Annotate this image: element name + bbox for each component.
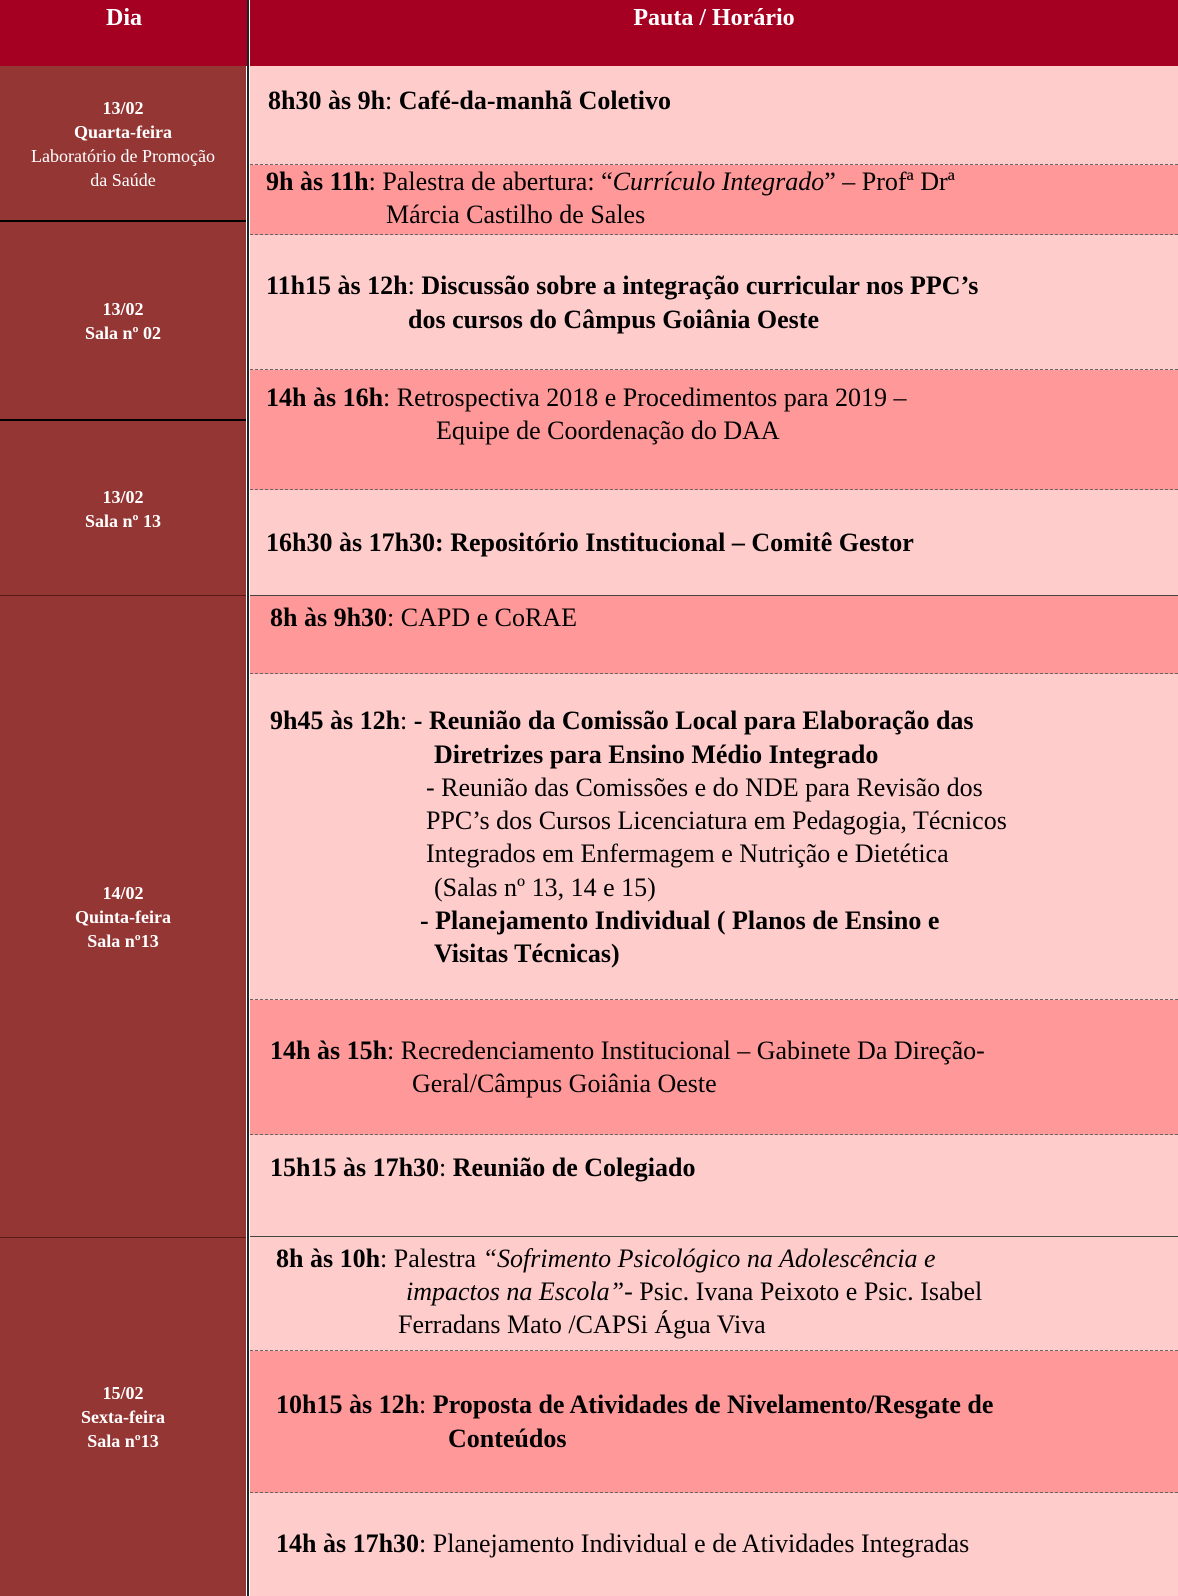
agenda-title: Repositório Institucional – Comitê Gestor xyxy=(450,528,914,557)
day-weekday: Quarta-feira xyxy=(74,121,172,142)
agenda-text: Palestra de abertura: “ xyxy=(382,167,613,196)
agenda-row: 14h às 17h30: Planejamento Individual e de Atividades Integradas xyxy=(250,1493,1178,1596)
agenda-time: 14h às 16h xyxy=(266,383,384,412)
day-date: 15/02 xyxy=(102,1383,144,1403)
agenda-text: Recredenciamento Institucional – Gabinete Da Direção- xyxy=(400,1036,985,1065)
day-date: 13/02 xyxy=(102,486,144,507)
agenda-text: Retrospectiva 2018 e Procedimentos para 2019 – xyxy=(396,383,907,412)
agenda-text: Integrados em Enfermagem e Nutrição e Dietética xyxy=(426,839,949,868)
agenda-title: Currículo Integrado xyxy=(612,167,825,196)
day-room: Sala nº13 xyxy=(87,1431,159,1451)
agenda-row: 11h15 às 12h: Discussão sobre a integração curricular nos PPC’s dos cursos do Câmpus Goiânia Oeste xyxy=(250,235,1178,370)
agenda-row: 9h45 às 12h: - Reunião da Comissão Local para Elaboração das Diretrizes para Ensino Médio Integrado - Reunião das Comissões e do NDE para Revisão dos PPC’s dos Cursos Licenciatura em Pedagogia, Técnicos Integrados em Enfermagem e Nutrição e Dietética (Salas nº 13, 14 e 15) - Planejamento Individual ( Planos de Ensino e Visitas Técnicas) xyxy=(250,674,1178,1000)
agenda-text: Equipe de Coordenação do DAA xyxy=(436,416,780,445)
day-room: Sala nº 13 xyxy=(85,510,161,531)
day-weekday: Quinta-feira xyxy=(75,906,171,927)
agenda-row: 10h15 às 12h: Proposta de Atividades de Nivelamento/Resgate de Conteúdos xyxy=(250,1351,1178,1493)
agenda-text: (Salas nº 13, 14 e 15) xyxy=(434,873,656,902)
header-dia-label: Dia xyxy=(106,5,142,31)
agenda-title: Café-da-manhã Coletivo xyxy=(398,86,672,115)
agenda-time: 10h15 às 12h xyxy=(276,1390,420,1419)
agenda-title: Proposta de Atividades de Nivelamento/Resgate de xyxy=(432,1390,994,1419)
column-divider xyxy=(247,0,249,1596)
day-weekday: Sexta-feira xyxy=(81,1407,165,1427)
day-room: Sala nº 02 xyxy=(85,323,161,343)
agenda-row: 8h30 às 9h: Café-da-manhã Coletivo xyxy=(250,66,1178,165)
agenda-text: Márcia Castilho de Sales xyxy=(386,200,646,229)
agenda-row: 14h às 15h: Recredenciamento Institucional – Gabinete Da Direção- Geral/Câmpus Goiânia Oeste xyxy=(250,1000,1178,1135)
agenda-text: Ferradans Mato /CAPSi Água Viva xyxy=(398,1310,766,1339)
agenda-title: dos cursos do Câmpus Goiânia Oeste xyxy=(408,305,819,334)
agenda-row: 16h30 às 17h30: Repositório Institucional – Comitê Gestor xyxy=(250,490,1178,596)
agenda-title: Diretrizes para Ensino Médio Integrado xyxy=(434,740,879,769)
agenda-time: 15h15 às 17h30 xyxy=(270,1153,440,1182)
header-dia xyxy=(0,0,248,66)
agenda-text: Palestra xyxy=(393,1244,483,1273)
agenda-text: CAPD e CoRAE xyxy=(400,603,578,632)
day-cell-1 xyxy=(0,66,246,221)
agenda-title: Discussão sobre a integração curricular nos PPC’s xyxy=(421,271,979,300)
agenda-title: - Planejamento Individual ( Planos de Ensino e xyxy=(420,906,940,935)
agenda-title: Visitas Técnicas) xyxy=(434,939,620,968)
day-date: 13/02 xyxy=(102,299,144,319)
agenda-row: 14h às 16h: Retrospectiva 2018 e Procedimentos para 2019 – Equipe de Coordenação do DAA xyxy=(250,370,1178,490)
agenda-time: 8h às 10h xyxy=(276,1244,381,1273)
agenda-time: 9h45 às 12h xyxy=(270,706,401,735)
agenda-text: ” – Profª Drª xyxy=(824,167,955,196)
agenda-title: impactos na Escola” xyxy=(406,1277,625,1306)
agenda-row: 15h15 às 17h30: Reunião de Colegiado xyxy=(250,1135,1178,1237)
agenda-text: Geral/Câmpus Goiânia Oeste xyxy=(412,1069,717,1098)
day-cell-3 xyxy=(0,421,246,596)
day-date: 14/02 xyxy=(102,882,144,903)
agenda-time: 8h30 às 9h xyxy=(268,86,386,115)
header-pauta xyxy=(250,0,1178,66)
agenda-text: Planejamento Individual e de Atividades Integradas xyxy=(432,1529,970,1558)
day-cell-2 xyxy=(0,222,246,420)
day-date: 13/02 xyxy=(102,97,144,118)
day-room-2: da Saúde xyxy=(90,169,156,190)
agenda-row: 8h às 10h: Palestra “Sofrimento Psicológico na Adolescência e impactos na Escola”- Psic. Ivana Peixoto e Psic. Isabel Ferradans Mato /CAPSi Água Viva xyxy=(250,1237,1178,1351)
agenda-title: Reunião de Colegiado xyxy=(452,1153,696,1182)
agenda-time: 8h às 9h30 xyxy=(270,603,388,632)
day-cell-4 xyxy=(0,596,246,1237)
agenda-text: PPC’s dos Cursos Licenciatura em Pedagogia, Técnicos xyxy=(426,806,1007,835)
agenda-row: 9h às 11h: Palestra de abertura: “Currículo Integrado” – Profª Drª Márcia Castilho de Sales xyxy=(250,165,1178,235)
day-room: Laboratório de Promoção xyxy=(31,145,215,166)
day-room: Sala nº13 xyxy=(87,930,159,951)
agenda-time: 16h30 às 17h30 xyxy=(266,528,436,557)
day-cell-5 xyxy=(0,1238,246,1596)
agenda-title: - Reunião da Comissão Local para Elaboração das xyxy=(413,706,974,735)
agenda-row: 8h às 9h30: CAPD e CoRAE xyxy=(250,596,1178,674)
agenda-text: - Psic. Ivana Peixoto e Psic. Isabel xyxy=(624,1277,983,1306)
agenda-time: 11h15 às 12h xyxy=(266,271,408,300)
agenda-text: - Reunião das Comissões e do NDE para Revisão dos xyxy=(426,773,983,802)
agenda-time: 14h às 15h xyxy=(270,1036,388,1065)
agenda-title: “Sofrimento Psicológico na Adolescência e xyxy=(482,1244,936,1273)
header-pauta-label: Pauta / Horário xyxy=(633,5,795,31)
agenda-time: 9h às 11h xyxy=(266,167,369,196)
agenda-time: 14h às 17h30 xyxy=(276,1529,420,1558)
agenda-title: Conteúdos xyxy=(448,1424,567,1453)
